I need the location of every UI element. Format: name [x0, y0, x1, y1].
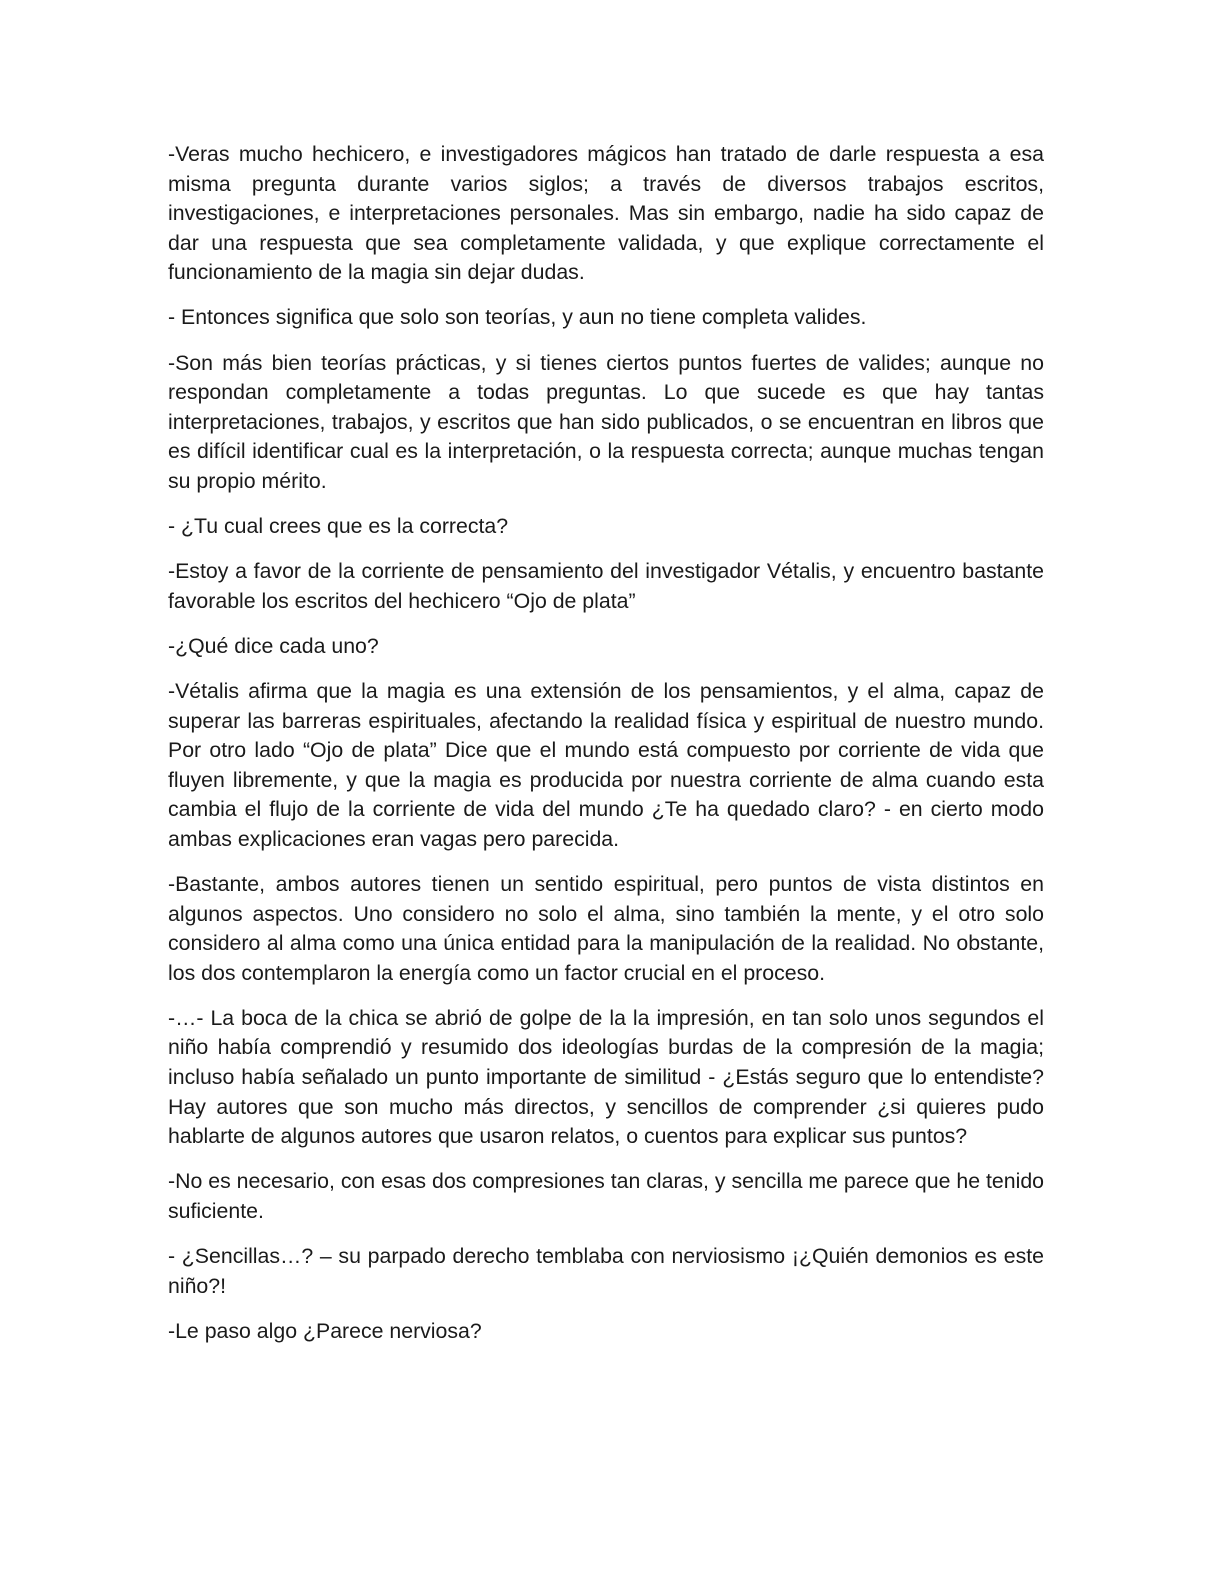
paragraph-6: -¿Qué dice cada uno? — [168, 633, 379, 658]
paragraph-5: -Estoy a favor de la corriente de pensamiento del investigador Vétalis, y encuentro bastante favorable los escritos del hechicero “Ojo de plata” — [168, 559, 1044, 613]
paragraph-10: -No es necesario, con esas dos compresiones tan claras, y sencilla me parece que he tenido suficiente. — [168, 1169, 1045, 1223]
paragraph-9: -…- La boca de la chica se abrió de golpe de la la impresión, en tan solo unos segundos el niño había comprendió y resumido dos ideologías burdas de la compresión de la magia; incluso había señalado un punto importante de similitud - ¿Estás seguro que lo entendiste? Hay autores que son mucho más directos, y sencillos de comprender ¿si quieres pudo hablarte de algunos autores que usaron relatos, o cuentos para explicar sus puntos? — [168, 1005, 1044, 1149]
paragraph-11: - ¿Sencillas…? – su parpado derecho temblaba con nerviosismo ¡¿Quién demonios es este niño?! — [168, 1244, 1044, 1298]
paragraph-1: -Veras mucho hechicero, e investigadores mágicos han tratado de darle respuesta a esa misma pregunta durante varios siglos; a través de diversos trabajos escritos, investigaciones, e interpretaciones personales. Mas sin embargo, nadie ha sido capaz de dar una respuesta que sea completamente validada, y que explique correctamente el funcionamiento de la magia sin dejar dudas. — [168, 142, 1044, 285]
paragraph-8: -Bastante, ambos autores tienen un sentido espiritual, pero puntos de vista distintos en algunos aspectos. Uno considero no solo el alma, sino también la mente, y el otro solo considero al alma como una única entidad para la manipulación de la realidad. No obstante, los dos contemplaron la energía como un factor crucial en el proceso. — [168, 871, 1044, 985]
paragraph-12: -Le paso algo ¿Parece nerviosa? — [168, 1318, 482, 1343]
paragraph-4: - ¿Tu cual crees que es la correcta? — [168, 514, 509, 539]
paragraph-3: -Son más bien teorías prácticas, y si tienes ciertos puntos fuertes de valides; aunque no respondan completamente a todas preguntas. Lo que sucede es que hay tantas interpretaciones, trabajos, y escritos que han sido publicados, o se encuentran en libros que es difícil identificar cual es la interpretación, o la respuesta correcta; aunque muchas tengan su propio mérito. — [168, 350, 1044, 493]
document-page — [168, 140, 1044, 1346]
paragraph-2: - Entonces significa que solo son teorías, y aun no tiene completa valides. — [168, 305, 867, 330]
paragraph-7: -Vétalis afirma que la magia es una extensión de los pensamientos, y el alma, capaz de superar las barreras espirituales, afectando la realidad física y espiritual de nuestro mundo. Por otro lado “Ojo de plata” Dice que el mundo está compuesto por corriente de vida que fluyen libremente, y que la magia es producida por nuestra corriente de alma cuando esta cambia el flujo de la corriente de vida del mundo ¿Te ha quedado claro? - en cierto modo ambas explicaciones eran vagas pero parecida. — [168, 678, 1044, 851]
